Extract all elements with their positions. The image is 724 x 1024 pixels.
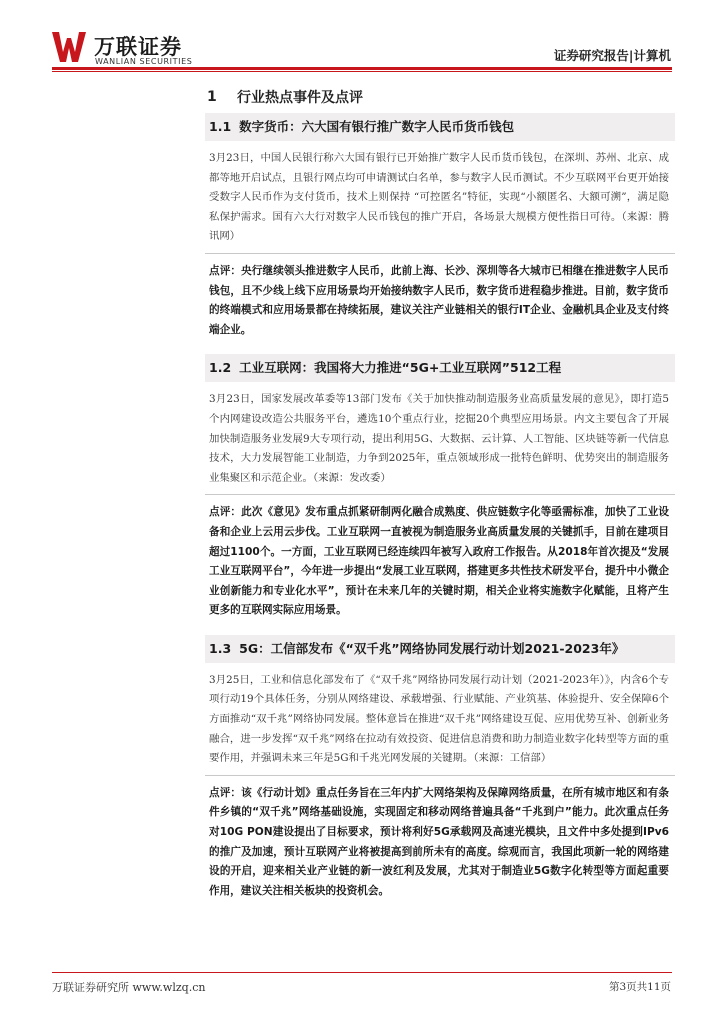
subsection-number: 1.1 xyxy=(209,119,232,134)
page-number: 第3页共11页 xyxy=(608,981,671,993)
commentary-paragraph: 点评：央行继续领头推进数字人民币，此前上海、长沙、深圳等各大城市已相继在推进数字人民币钱包，且不少线上线下应用场景均开始接纳数字人民币，数字货币进程稳步推进。目前，数字货币的终端模式和应用场景都在持续拓展，建议关注产业链相关的银行IT企业、金融机具企业及支付终端企业。 xyxy=(209,264,669,336)
divider xyxy=(205,494,675,495)
commentary-paragraph: 点评：此次《意见》发布重点抓紧研制两化融合成熟度、供应链数字化等亟需标准，加快了工业设备和企业上云用云步伐。工业互联网一直被视为制造服务业高质量发展的关键抓手，目前在建项目超过1100个。一方面，工业互联网已经连续四年被写入政府工作报告。从2018年首次提及“发展工业互联网平台”，今年进一步提出“发展工业互联网，搭建更多共性技术研发平台，提升中小微企业创新能力和专业化水平”，预计在未来几年的关键时期，相关企业将实施数字化赋能，且将产生更多的互联网实际应用场景。 xyxy=(209,506,669,617)
news-paragraph: 3月23日，国家发展改革委等13部门发布《关于加快推动制造服务业高质量发展的意见》，即打造5个内网建设改造公共服务平台，遴选10个重点行业，挖掘20个典型应用场景。内文主要包含了开展加快制造服务业发展9大专项行动，提出利用5G、大数据、云计算、人工智能、区块链等新一代信息技术，大力发展智能工业制造，力争到2025年，重点领域形成一批特色鲜明、优势突出的制造服务业集聚区和示范企业。（来源：发改委） xyxy=(209,393,669,484)
subsection-number: 1.2 xyxy=(209,360,232,376)
divider xyxy=(205,253,675,254)
page-header xyxy=(0,0,724,70)
subsection-1-2 xyxy=(205,354,675,621)
section-title: 行业热点事件及点评 xyxy=(237,90,363,106)
subsection-heading xyxy=(205,635,675,663)
subsection-heading xyxy=(205,354,675,382)
divider xyxy=(205,775,675,776)
news-paragraph: 3月23日，中国人民银行称六大国有银行已开始推广数字人民币货币钱包，在深圳、苏州、北京、成都等地开启试点，且银行网点均可申请测试白名单，参与数字人民币测试。不少互联网平台更开始接受数字人民币作为支付货币，技术上则保持 “可控匿名”特征，实现“小额匿名、大额可溯”，满足隐私保护需求。国有六大行对数字人民币钱包的推广开启，各场景大规模方便性指日可待。（来源：腾讯网） xyxy=(209,152,669,243)
commentary-paragraph: 点评：该《行动计划》重点任务旨在三年内扩大网络架构及保障网络质量，在所有城市地区和有条件乡镇的“双千兆”网络基础设施，实现固定和移动网络普遍具备“千兆到户”能力。此次重点任务对10G PON建设提出了目标要求，预计将利好5G承载网及高速光模块，且文件中多处提到IPv6的推广及加速，预计互联网产业将被提高到前所未有的高度。综观而言，我国此项新一轮的网络建设的开启，迎来相关业产业链的新一波红利及发展，尤其对于制造业5G数字化转型等方面起重要作用，建议关注相关板块的投资机会。 xyxy=(209,786,669,897)
report-type-label: 证券研究报告|计算机 xyxy=(553,48,671,63)
subsection-title: 5G：工信部发布《“双千兆”网络协同发展行动计划2021-2023年》 xyxy=(239,640,625,656)
logo-english-name: WANLIAN SECURITIES xyxy=(95,57,193,66)
subsection-heading xyxy=(205,113,675,141)
section-heading xyxy=(205,86,675,108)
wanlian-logo-icon xyxy=(52,30,86,64)
subsection-title: 数字货币：六大国有银行推广数字人民币货币钱包 xyxy=(239,119,515,134)
subsection-1-3 xyxy=(205,635,675,902)
subsection-1-1 xyxy=(205,113,675,340)
main-content xyxy=(205,86,675,915)
subsection-title: 工业互联网：我国将大力推进“5G+工业互联网”512工程 xyxy=(239,360,562,376)
header-divider xyxy=(52,67,672,70)
logo-chinese-name: 万联证券 xyxy=(94,35,182,59)
subsection-number: 1.3 xyxy=(209,640,232,656)
footer-source: 万联证券研究所 www.wlzq.cn xyxy=(52,981,206,994)
section-number: 1 xyxy=(207,89,217,105)
header-divider-thin xyxy=(52,71,672,72)
news-paragraph: 3月25日，工业和信息化部发布了《“双千兆”网络协同发展行动计划（2021-2023年）》，内含6个专项行动19个具体任务，分别从网络建设、承载增强、行业赋能、产业筑基、体验提升、安全保障6个方面推动“双千兆”网络协同发展。整体意旨在推进“双千兆”网络建设互促、应用优势互补、创新业务融合，进一步发挥“双千兆”网络在拉动有效投资、促进信息消费和助力制造业数字化转型等方面的重要作用，并强调未来三年是5G和千兆光网发展的关键期。（来源：工信部） xyxy=(209,673,669,765)
footer-divider xyxy=(52,972,672,973)
